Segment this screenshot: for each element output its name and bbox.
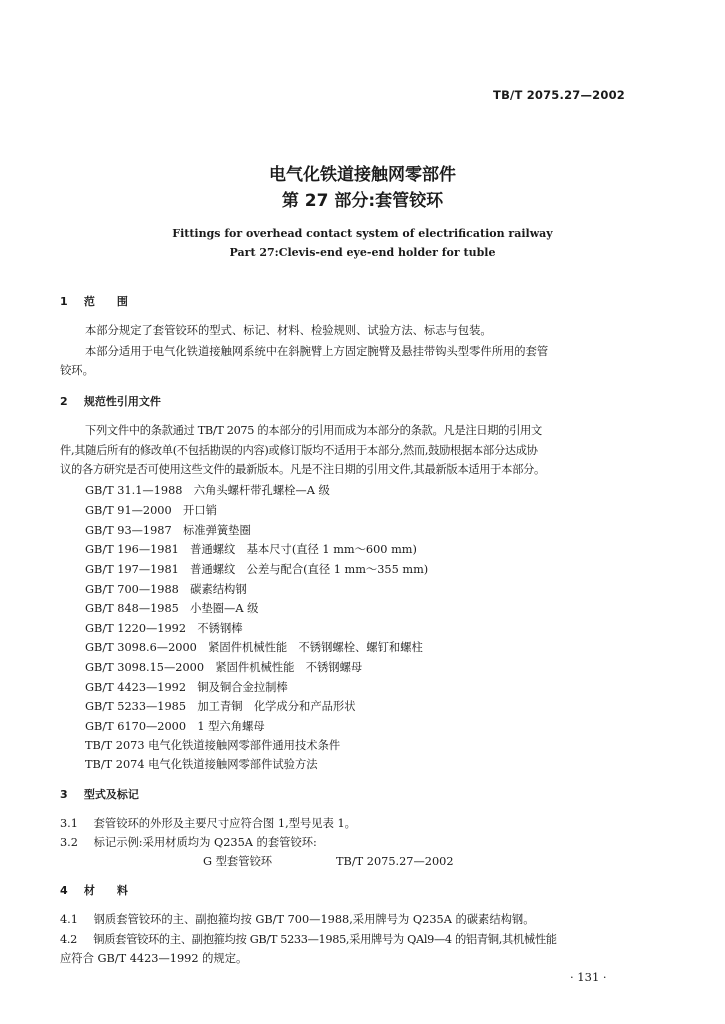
title-english-line1: Fittings for overhead contact system of electrification railway <box>172 227 553 240</box>
clause-3-2-text: 标记示例:采用材质均为 Q235A 的套管铰环: <box>93 836 317 849</box>
clause-3-1-text: 套管铰环的外形及主要尺寸应符合图 1,型号见表 1。 <box>93 817 356 830</box>
section-1-heading <box>60 295 128 309</box>
reference-item: GB/T 93—1987 标准弹簧垫圈 <box>85 524 251 537</box>
section-4-number: 4 <box>60 884 68 897</box>
reference-item: GB/T 1220—1992 不锈钢棒 <box>85 622 243 635</box>
section-2-title: 规范性引用文件 <box>83 395 161 408</box>
title-chinese-line1: 电气化铁道接触网零部件 <box>269 165 456 185</box>
clause-3-2-number: 3.2 <box>60 836 78 849</box>
reference-item: TB/T 2074 电气化铁道接触网零部件试验方法 <box>85 758 318 771</box>
reference-item: GB/T 31.1—1988 六角头螺杆带孔螺栓—A 级 <box>85 484 330 497</box>
clause-3-1-number: 3.1 <box>60 817 78 830</box>
section-1-number: 1 <box>60 295 68 308</box>
section-1-title: 范 围 <box>83 295 128 308</box>
section-1-paragraph-2a: 本部分适用于电气化铁道接触网系统中在斜腕臂上方固定腕臂及悬挂带钩头型零件所用的套管 <box>85 345 549 358</box>
clause-4-2-number: 4.2 <box>60 933 77 946</box>
reference-item: GB/T 5233—1985 加工青铜 化学成分和产品形状 <box>85 700 356 713</box>
reference-item: GB/T 848—1985 小垫圈—A 级 <box>85 602 259 615</box>
standard-code: TB/T 2075.27—2002 <box>493 88 625 102</box>
reference-item: GB/T 6170—2000 1 型六角螺母 <box>85 720 265 733</box>
reference-item: GB/T 3098.15—2000 紧固件机械性能 不锈钢螺母 <box>85 661 363 674</box>
marking-example-standard: TB/T 2075.27—2002 <box>336 855 454 868</box>
clause-4-2-continued: 应符合 GB/T 4423—1992 的规定。 <box>60 952 248 965</box>
section-2-number: 2 <box>60 395 68 408</box>
reference-item: GB/T 197—1981 普通螺纹 公差与配合(直径 1 mm～355 mm) <box>85 563 429 576</box>
section-1-paragraph-1: 本部分规定了套管铰环的型式、标记、材料、检验规则、试验方法、标志与包装。 <box>85 324 492 337</box>
marking-example-name: G 型套管铰环 <box>203 855 273 868</box>
section-3-number: 3 <box>60 788 68 801</box>
clause-4-1-text: 钢质套管铰环的主、副抱箍均按 GB/T 700—1988,采用牌号为 Q235A 的碳素结构钢。 <box>93 913 535 926</box>
title-english-line2: Part 27:Clevis-end eye-end holder for tuble <box>229 246 496 259</box>
clause-4-2-text: 铜质套管铰环的主、副抱箍均按 GB/T 5233—1985,采用牌号为 QAl9—4 的铝青铜,其机械性能 <box>93 933 557 946</box>
section-3-heading <box>60 788 139 802</box>
reference-item: GB/T 196—1981 普通螺纹 基本尺寸(直径 1 mm～600 mm) <box>85 543 417 556</box>
reference-item: GB/T 4423—1992 铜及铜合金拉制棒 <box>85 681 288 694</box>
reference-item: GB/T 3098.6—2000 紧固件机械性能 不锈钢螺栓、螺钉和螺柱 <box>85 641 423 654</box>
reference-item: GB/T 91—2000 开口销 <box>85 504 217 517</box>
section-2-paragraph-a: 下列文件中的条款通过 TB/T 2075 的本部分的引用而成为本部分的条款。凡是注日期的引用文 <box>85 424 542 437</box>
section-1-paragraph-2b: 铰环。 <box>60 364 94 377</box>
section-3-title: 型式及标记 <box>83 788 139 801</box>
reference-item: TB/T 2073 电气化铁道接触网零部件通用技术条件 <box>85 739 341 752</box>
section-2-paragraph-b: 件,其随后所有的修改单(不包括勘误的内容)或修订版均不适用于本部分,然而,鼓励根据本部分达成协 <box>60 444 538 457</box>
clause-3-2 <box>60 836 317 850</box>
clause-3-1 <box>60 817 356 831</box>
section-4-heading <box>60 884 128 898</box>
clause-4-1-number: 4.1 <box>60 913 78 926</box>
reference-item: GB/T 700—1988 碳素结构钢 <box>85 583 247 596</box>
clause-4-2 <box>60 933 557 947</box>
section-2-paragraph-c: 议的各方研究是否可使用这些文件的最新版本。凡是不注日期的引用文件,其最新版本适用于本部分。 <box>60 463 545 476</box>
page-number: · 131 · <box>570 970 607 984</box>
clause-4-1 <box>60 913 535 927</box>
section-2-heading <box>60 395 161 409</box>
section-4-title: 材 料 <box>83 884 128 897</box>
title-chinese-line2: 第 27 部分:套管铰环 <box>281 191 444 211</box>
